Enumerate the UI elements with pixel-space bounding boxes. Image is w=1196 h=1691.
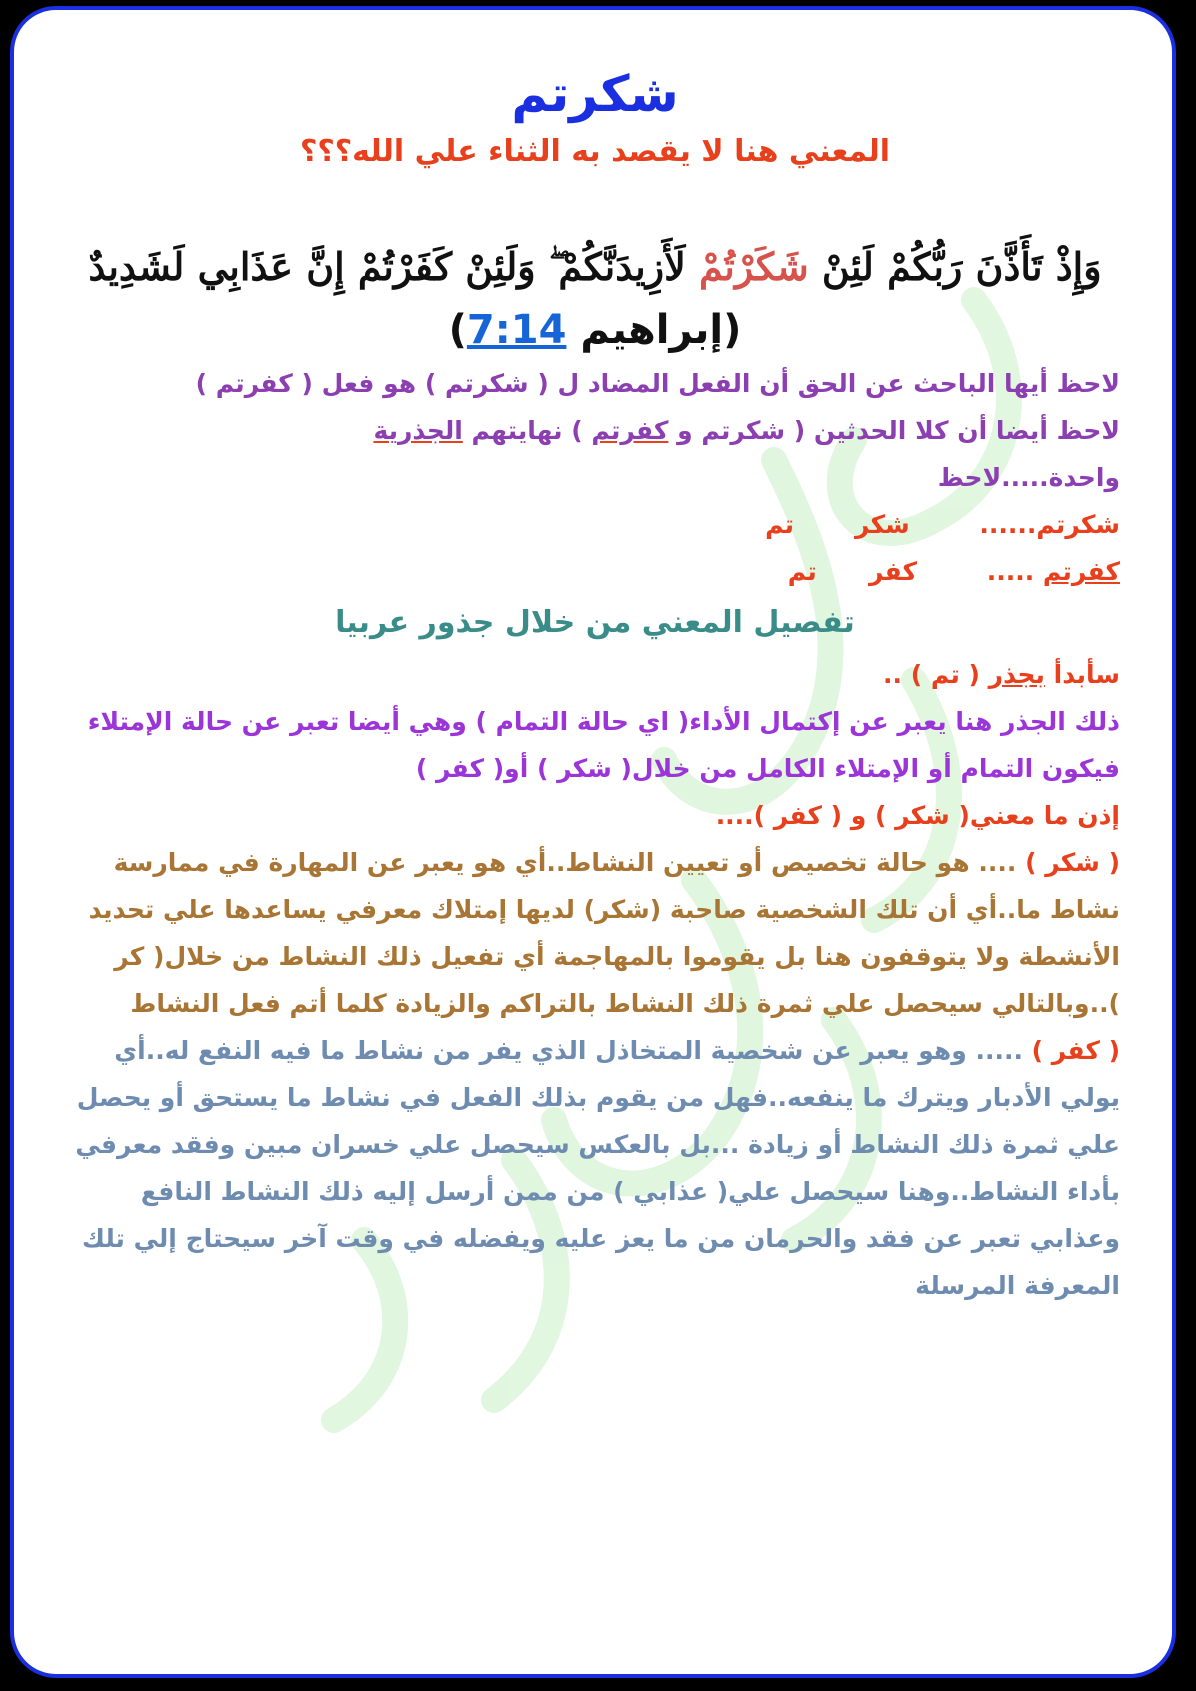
kufr-text: ..... وهو يعبر عن شخصية المتخاذل الذي يفر من نشاط ما فيه النفع له..أي يولي الأدبار ويترك ما ينفعه..فهل من يقوم بذلك الفعل في نشاط ما يستحق أو يحصل علي ثمرة ذلك النشاط أو زيادة ...بل بالعكس سيحصل علي خسران مبين وفقد معرفي بأداء النشاط..وهنا سيحصل علي( عذابي ) من ممن أرسل إليه ذلك النشاط النافع وعذابي تعبر عن فقد والحرمان من ما يعز عليه ويفضله في وقت آخر سيحتاج إلي تلك المعرفة المرسلة <box>75 1036 1120 1300</box>
reference-open: (إبراهيم <box>566 307 742 353</box>
quran-verse <box>70 234 1120 300</box>
section-line-2: ذلك الجذر هنا يعبر عن إكتمال الأداء( اي حالة التمام ) وهي أيضا تعبر عن حالة الإمتلاء <box>87 707 1120 736</box>
note-line-3: واحدة.....لاحظ <box>937 463 1120 492</box>
root-stem: شكر <box>855 510 910 539</box>
note-2b: كفرتم <box>591 416 669 445</box>
note-line-2 <box>70 407 1120 454</box>
root-dots: ..... <box>986 557 1043 586</box>
reference-link[interactable]: 7:14 <box>466 307 567 353</box>
root-row-shukr <box>70 501 1120 548</box>
root-word: شكرتم...... <box>979 510 1120 539</box>
kufr-label: ( كفر ) <box>1031 1036 1120 1065</box>
verse-part-1: وَإِذْ تَأَذَّنَ رَبُّكُمْ لَئِنْ <box>808 244 1102 289</box>
note-2c: ) نهايتهم <box>462 416 592 445</box>
note-line-1: لاحظ أيها الباحث عن الحق أن الفعل المضاد ل ( شكرتم ) هو فعل ( كفرتم ) <box>195 369 1120 398</box>
s1a: سأبدأ <box>1044 660 1120 689</box>
kufr-paragraph <box>70 1027 1120 1309</box>
page-title: شكرتم <box>511 65 679 123</box>
verse-part-2: لَأَزِيدَنَّكُمْ ۖ وَلَئِنْ كَفَرْتُمْ إِنَّ عَذَابِي لَشَدِيدٌ <box>88 244 699 289</box>
root-row-kufr <box>70 548 1120 595</box>
section-line-3: فيكون التمام أو الإمتلاء الكامل من خلال( شكر ) أو( كفر ) <box>415 754 1120 783</box>
verse-highlight: شَكَرْتُمْ <box>699 244 809 289</box>
s1c: ( تم ) .. <box>883 660 989 689</box>
page-card <box>10 6 1176 1678</box>
root-suffix: تم <box>765 510 795 539</box>
note-2a: لاحظ أيضا أن كلا الحدثين ( شكرتم و <box>668 416 1120 445</box>
verse-reference <box>70 300 1120 360</box>
root-stem: كفر <box>868 557 918 586</box>
shukr-label: ( شكر ) <box>1025 848 1120 877</box>
note-2d: الجذرية <box>373 416 463 445</box>
shukr-text: .... هو حالة تخصيص أو تعيين النشاط..أي هو يعبر عن المهارة في ممارسة نشاط ما..أي أن تلك الشخصية صاحبة (شكر) لديها إمتلاك معرفي يساعدها علي تحديد الأنشطة ولا يتوقفون هنا بل يقوموا بالمهاجمة أي تفعيل ذلك النشاط من خلال( كر )..وبالتالي سيحصل علي ثمرة ذلك النشاط بالتراكم والزيادة كلما أتم فعل النشاط <box>88 848 1120 1018</box>
root-suffix: تم <box>787 557 817 586</box>
shukr-paragraph <box>70 839 1120 1027</box>
reference-close: ) <box>448 307 467 353</box>
section-title: تفصيل المعني من خلال جذور عربيا <box>335 605 855 640</box>
section-line-4: إذن ما معني( شكر ) و ( كفر ).... <box>715 801 1120 830</box>
page-subtitle: المعني هنا لا يقصد به الثناء علي الله؟؟؟ <box>299 134 891 169</box>
section-line-1 <box>70 651 1120 698</box>
root-word: كفرتم <box>1042 557 1120 586</box>
s1b: بجذر <box>988 660 1045 689</box>
